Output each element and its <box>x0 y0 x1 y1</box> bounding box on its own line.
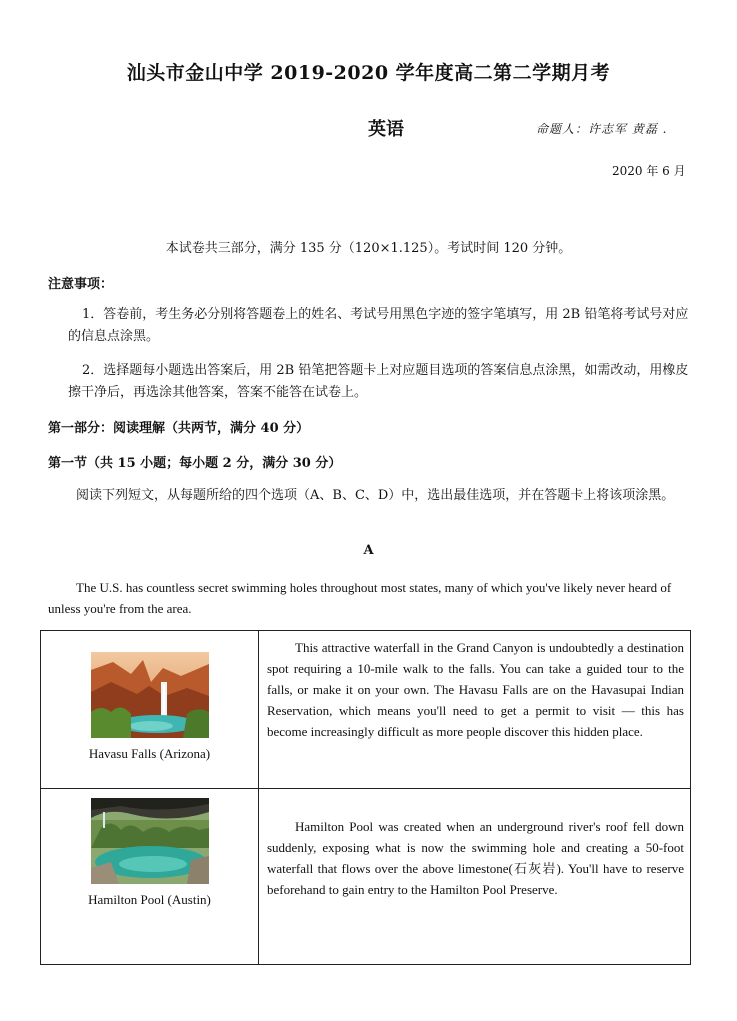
image-cell <box>41 789 259 965</box>
image-caption: Hamilton Pool (Austin) <box>88 892 211 907</box>
exam-date: 2020 年 6 月 <box>612 164 686 178</box>
passage-intro: The U.S. has countless secret swimming holes throughout most states, many of which you've likely never heard of unless you're from the area. <box>48 580 672 616</box>
description-cell: Hamilton Pool was created when an underground river's roof fell down suddenly, exposing what is now the swimming hole and creating a 50-foot waterfall that flows over the above limestone(石灰岩). You'll have to reserve beforehand to gain entry to the Hamilton Pool Preserve. <box>259 789 691 965</box>
hamilton-pool-photo <box>91 798 209 884</box>
notice-heading: 注意事项： <box>48 277 114 292</box>
table-row <box>41 789 691 965</box>
reading-instruction: 阅读下列短文，从每题所给的四个选项（A、B、C、D）中，选出最佳选项，并在答题卡上将该项涂黑。 <box>76 488 675 503</box>
passage-label: A <box>363 543 374 558</box>
authors-line: 命题人：许志军 黄磊 . <box>536 122 668 136</box>
part-heading: 第一部分：阅读理解（共两节，满分 40 分） <box>48 421 310 436</box>
notice-item-2: 2．选择题每小题选出答案后，用 2B 铅笔把答题卡上对应题目选项的答案信息点涂黑，如需改动，用橡皮擦干净后，再选涂其他答案，答案不能答在试卷上。 <box>68 363 689 400</box>
description-cell: This attractive waterfall in the Grand Canyon is undoubtedly a destination spot requiring a 10-mile walk to the falls. You can take a guided tour to the falls, or make it on your own. The Havasu Falls are on the Havasupai Indian Reservation, which means you'll need to get a permit to visit — this has become increasingly difficult as more people discover this hidden place. <box>259 631 691 789</box>
subject-heading: 英语 <box>368 119 404 140</box>
section-heading: 第一节（共 15 小题；每小题 2 分，满分 30 分） <box>48 456 342 471</box>
swimming-holes-table <box>40 630 691 965</box>
exam-intro: 本试卷共三部分，满分 135 分（120×1.125）。考试时间 120 分钟。 <box>165 241 572 256</box>
image-cell <box>41 631 259 789</box>
image-caption: Havasu Falls (Arizona) <box>88 746 211 761</box>
havasu-falls-photo <box>91 652 209 738</box>
notice-item-1: 1．答卷前，考生务必分别将答题卷上的姓名、考试号用黑色字迹的签字笔填写，用 2B 铅笔将考试号对应的信息点涂黑。 <box>68 307 689 344</box>
exam-title: 汕头市金山中学 2019-2020 学年度高二第二学期月考 <box>126 62 611 84</box>
table-row <box>41 631 691 789</box>
